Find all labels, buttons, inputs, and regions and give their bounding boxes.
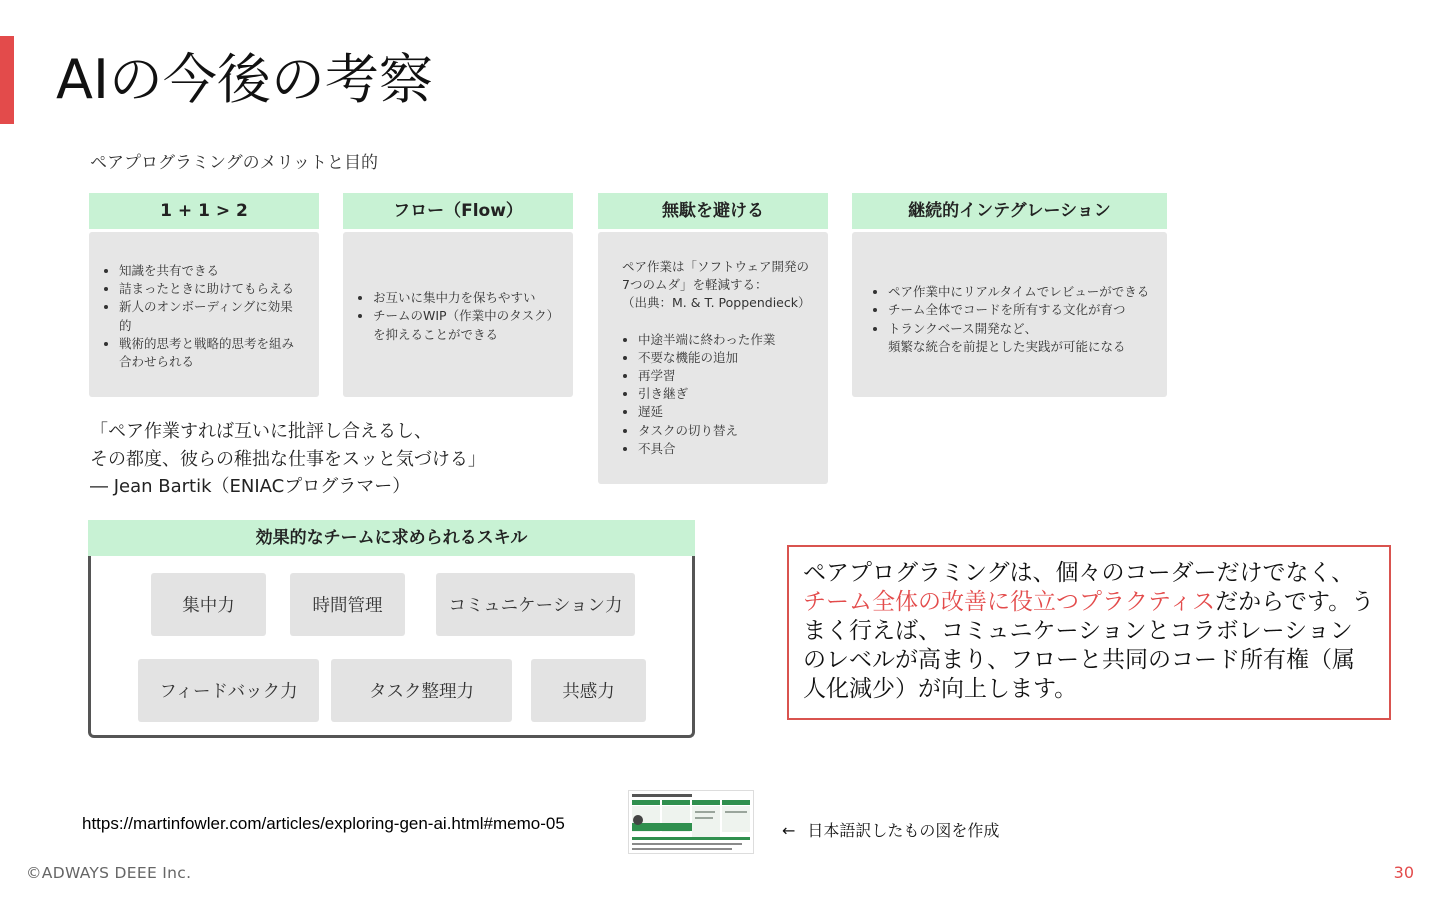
list-item: • 中途半端に終わった作業 bbox=[638, 331, 814, 349]
card-list bbox=[622, 331, 814, 458]
list-item: • お互いに集中力を保ちやすい bbox=[373, 289, 559, 307]
list-item: • 遅延 bbox=[638, 403, 814, 421]
skill-chip: 時間管理 bbox=[290, 573, 405, 636]
section-caption: ペアプログラミングのメリットと目的 bbox=[90, 153, 378, 173]
card-title: 1 + 1 > 2 bbox=[89, 193, 319, 229]
summary-text: ペアプログラミングは、個々のコーダーだけでなく、 bbox=[803, 560, 1355, 586]
card-title: 無駄を避ける bbox=[598, 193, 828, 229]
list-item: • 不具合 bbox=[638, 440, 814, 458]
card-body bbox=[852, 232, 1167, 397]
list-item: • 戦術的思考と戦略的思考を組み合わせられる bbox=[119, 335, 305, 371]
footer-copyright: ©ADWAYS DEEE Inc. bbox=[26, 864, 192, 882]
card-body bbox=[343, 232, 573, 397]
card-title: フロー（Flow） bbox=[343, 193, 573, 229]
card-extra-line: 頻繁な統合を前提とした実践が可能になる bbox=[888, 338, 1126, 354]
quote-block bbox=[90, 418, 486, 501]
summary-text: だからです。うまく行えば、コミュニケーションとコラボレーションのレベルが高まり、フローと共同のコード所有権（属人化減少）が向上します。 bbox=[803, 589, 1375, 702]
card-title: 継続的インテグレーション bbox=[852, 193, 1167, 229]
list-item: • タスクの切り替え bbox=[638, 422, 814, 440]
card-list bbox=[357, 289, 559, 344]
quote-line: 「ペア作業すれば互いに批評し合えるし、 bbox=[90, 421, 432, 442]
figure-note-text: 日本語訳したもの図を作成 bbox=[807, 821, 1000, 840]
source-figure-thumbnail bbox=[628, 790, 754, 854]
card-intro: ペア作業は「ソフトウェア開発の 7つのムダ」を軽減する： （出典：M. & T. Poppendieck） bbox=[622, 258, 811, 311]
skill-chip: コミュニケーション力 bbox=[436, 573, 635, 636]
summary-callout bbox=[787, 545, 1391, 720]
quote-line: その都度、彼らの稚拙な仕事をスッと気づける」 bbox=[90, 448, 486, 470]
skill-chip: 集中力 bbox=[151, 573, 266, 636]
list-item: • ペア作業中にリアルタイムでレビューができる bbox=[888, 283, 1153, 301]
skill-chip: 共感力 bbox=[531, 659, 646, 722]
left-arrow-icon: ← bbox=[782, 821, 796, 840]
list-item: • 不要な機能の追加 bbox=[638, 349, 814, 367]
slide-title: AIの今後の考察 bbox=[56, 48, 433, 111]
summary-emphasis: チーム全体の改善に役立つプラクティス bbox=[803, 589, 1216, 615]
skill-chip: フィードバック力 bbox=[138, 659, 319, 722]
card-list bbox=[872, 283, 1153, 338]
list-item: • 再学習 bbox=[638, 367, 814, 385]
page-number: 30 bbox=[1393, 863, 1414, 882]
accent-bar bbox=[0, 36, 14, 124]
quote-attribution: ― Jean Bartik（ENIACプログラマー） bbox=[90, 476, 411, 497]
list-item: • 引き継ぎ bbox=[638, 385, 814, 403]
card-continuous-integration bbox=[852, 193, 1167, 397]
card-avoid-waste bbox=[598, 193, 828, 484]
card-list bbox=[103, 262, 305, 371]
skills-title: 効果的なチームに求められるスキル bbox=[88, 520, 695, 556]
card-body bbox=[598, 232, 828, 484]
card-one-plus-one bbox=[89, 193, 319, 397]
list-item: • トランクベース開発など、 bbox=[888, 320, 1153, 338]
skill-chip: タスク整理力 bbox=[331, 659, 512, 722]
card-body bbox=[89, 232, 319, 397]
list-item: • チーム全体でコードを所有する文化が育つ bbox=[888, 301, 1153, 319]
list-item: • 新人のオンボーディングに効果的 bbox=[119, 298, 305, 334]
figure-note bbox=[782, 818, 999, 841]
list-item: • 詰まったときに助けてもらえる bbox=[119, 280, 305, 298]
list-item: • 知識を共有できる bbox=[119, 262, 305, 280]
skills-panel bbox=[88, 520, 695, 738]
card-flow bbox=[343, 193, 573, 397]
list-item: • チームのWIP（作業中のタスク）を抑えることができる bbox=[373, 307, 559, 343]
source-url: https://martinfowler.com/articles/exploring-gen-ai.html#memo-05 bbox=[82, 814, 565, 833]
